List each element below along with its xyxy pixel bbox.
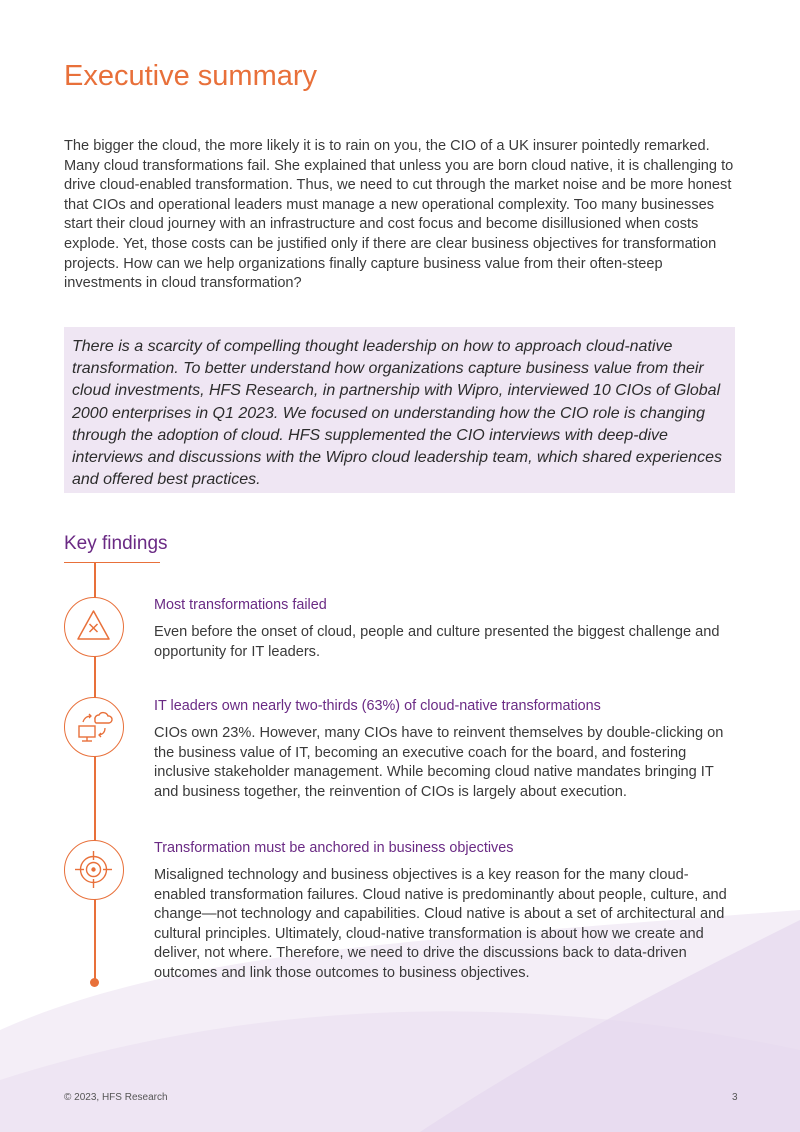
target-icon <box>64 840 124 900</box>
finding-body: Even before the onset of cloud, people and culture presented the biggest challenge and opportunity for IT leaders. <box>154 624 720 660</box>
callout-text: There is a scarcity of compelling thought leadership on how to approach cloud-native transformation. To better understand how organizations capture business value from their cloud investments, HFS Research, in partnership with Wipro, interviewed 10 CIOs of Global 2000 enterprises in Q1 2023. We focused on understanding how the CIO role is changing through the adoption of cloud. HFS supplemented the CIO interviews with deep-dive interviews and discussions with the Wipro cloud leadership team, which shared experiences and offered best practices. <box>72 338 722 489</box>
footer-copyright: © 2023, HFS Research <box>64 1092 168 1103</box>
warning-triangle-icon <box>64 597 124 657</box>
key-findings-underline <box>64 562 160 563</box>
finding-heading: Transformation must be anchored in business objectives <box>154 840 514 856</box>
finding-body: Misaligned technology and business objectives is a key reason for the many cloud-enabled transformation failures. Cloud native is predominantly about people, culture, and change—not technology and capabilities. Cloud native is about a set of architectural and cultural principles. Ultimately, cloud-native transformation is about how we create and deliver, not where. Therefore, we need to drive the discussions back to data-driven outcomes and link those outcomes to business objectives. <box>154 867 727 981</box>
finding-body: CIOs own 23%. However, many CIOs have to reinvent themselves by double-clicking on the business value of IT, becoming an executive coach for the board, and fostering inclusive stakeholder management. While becoming cloud native mandates bringing IT and business together, the reinvention of CIOs is largely about execution. <box>154 725 724 800</box>
key-findings-title: Key findings <box>64 533 168 554</box>
timeline-end-dot <box>90 978 99 987</box>
cloud-computer-icon <box>64 697 124 757</box>
callout-box <box>64 327 735 493</box>
finding-heading: IT leaders own nearly two-thirds (63%) of cloud-native transformations <box>154 698 601 714</box>
footer-page-number: 3 <box>732 1092 738 1103</box>
finding-1 <box>154 596 740 662</box>
finding-2 <box>154 697 740 802</box>
finding-heading: Most transformations failed <box>154 597 327 613</box>
intro-paragraph: The bigger the cloud, the more likely it is to rain on you, the CIO of a UK insurer pointedly remarked. Many cloud transformations fail. She explained that unless you are born cloud native, it is challenging to drive cloud-enabled transformation. Thus, we need to cut through the market noise and be more honest that CIOs and operational leaders must manage a new operational complexity. Too many businesses start their cloud journey with an infrastructure and cost focus and become disillusioned when costs explode. Yet, those costs can be justified only if there are clear business objectives for transformation projects. How can we help organizations finally capture business value from their often-steep investments in cloud transformation? <box>64 138 734 292</box>
page-title: Executive summary <box>64 60 318 92</box>
finding-3 <box>154 839 740 984</box>
